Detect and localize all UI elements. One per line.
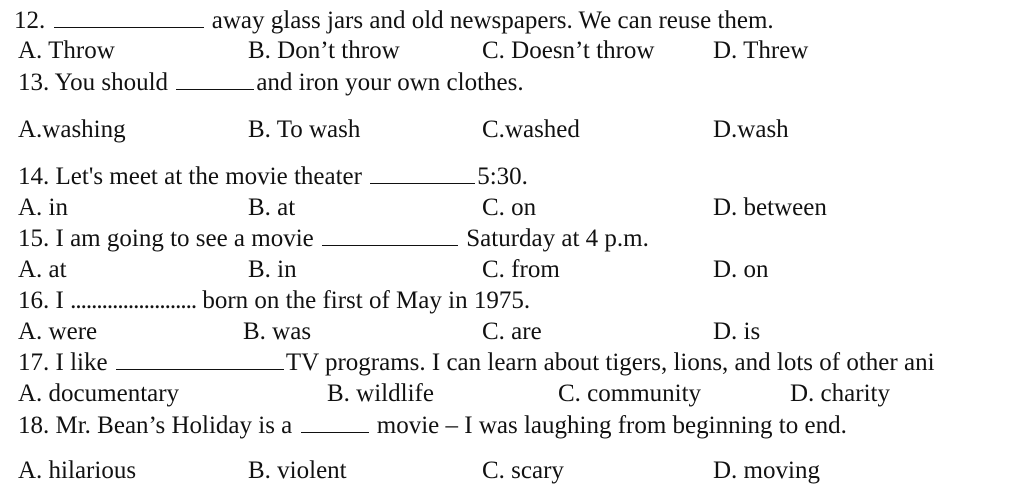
question-text-after: away glass jars and old newspapers. We can reuse them. — [211, 7, 774, 34]
option-b: B. in — [248, 256, 297, 283]
option-d: D. moving — [713, 457, 820, 484]
option-c: C. are — [482, 318, 542, 345]
option-c: C. on — [482, 194, 537, 221]
option-d: D. Threw — [713, 37, 809, 64]
question-text-before: I am going to see a movie — [55, 225, 314, 252]
answer-blank — [116, 368, 284, 370]
question-number: 16. — [18, 287, 50, 314]
question-18 — [18, 413, 847, 438]
question-text-before: You should — [54, 69, 169, 96]
option-c: C.washed — [482, 116, 580, 143]
option-c: C. community — [558, 380, 702, 407]
answer-blank — [370, 182, 475, 184]
option-b: B. wildlife — [327, 380, 434, 407]
option-b: B. violent — [248, 457, 347, 484]
question-text-after: 5:30. — [477, 163, 528, 190]
option-d: D. charity — [790, 380, 890, 407]
option-a: A. were — [18, 318, 98, 345]
question-13 — [18, 70, 524, 95]
option-d: D.wash — [713, 116, 789, 143]
question-12 — [14, 8, 774, 33]
option-c: C. Doesn’t throw — [482, 37, 655, 64]
question-text-after: born on the first of May in 1975. — [202, 287, 531, 314]
option-a: A.washing — [18, 116, 126, 143]
question-number: 13. — [18, 69, 50, 96]
question-text-before: I — [55, 287, 64, 314]
question-text-after: Saturday at 4 p.m. — [466, 225, 649, 252]
option-b: B. Don’t throw — [248, 37, 400, 64]
question-text-before: Let's meet at the movie theater — [55, 163, 362, 190]
option-a: A. documentary — [18, 380, 180, 407]
question-15 — [18, 226, 649, 251]
answer-blank — [301, 431, 369, 433]
question-17 — [18, 350, 935, 375]
answer-blank-dots: ........................ — [70, 287, 197, 314]
question-text-before: I like — [55, 349, 108, 376]
answer-blank — [176, 88, 254, 90]
option-c: C. scary — [482, 457, 564, 484]
question-number: 18. — [18, 412, 50, 439]
option-a: A. at — [18, 256, 67, 283]
question-number: 12. — [14, 7, 46, 34]
option-d: D. on — [713, 256, 769, 283]
answer-blank — [322, 244, 458, 246]
option-a: A. Throw — [18, 37, 115, 64]
question-number: 14. — [18, 163, 50, 190]
question-number: 15. — [18, 225, 50, 252]
option-d: D. is — [713, 318, 761, 345]
question-text-after: and iron your own clothes. — [256, 69, 524, 96]
question-text-after: movie – I was laughing from beginning to end. — [376, 412, 847, 439]
question-14 — [18, 164, 528, 189]
question-text-after: TV programs. I can learn about tigers, lions, and lots of other ani — [285, 349, 935, 376]
option-c: C. from — [482, 256, 560, 283]
question-text-before: Mr. Bean’s Holiday is a — [55, 412, 293, 439]
option-a: A. hilarious — [18, 457, 137, 484]
option-b: B. was — [243, 318, 312, 345]
option-b: B. To wash — [248, 116, 361, 143]
answer-blank — [54, 26, 204, 28]
option-d: D. between — [713, 194, 827, 221]
question-number: 17. — [18, 349, 50, 376]
option-a: A. in — [18, 194, 68, 221]
option-b: B. at — [248, 194, 296, 221]
question-16 — [18, 288, 530, 313]
